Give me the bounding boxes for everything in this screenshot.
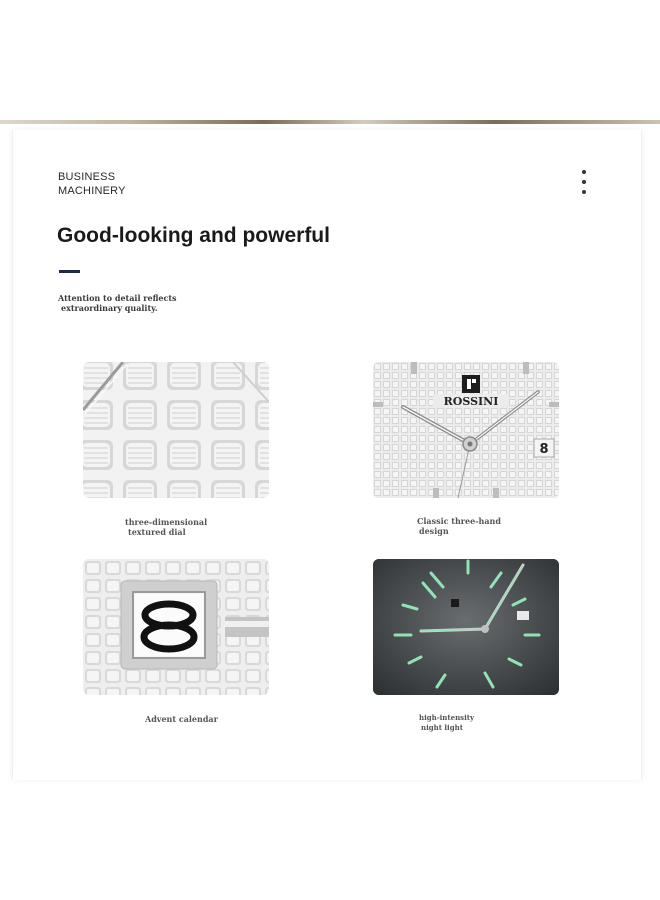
date-window-image xyxy=(83,559,269,695)
feature-caption-2-line-2: design xyxy=(419,526,449,536)
watch-brand-text: ROSSINI xyxy=(443,395,499,408)
feature-caption-4 xyxy=(419,713,474,733)
textured-dial-image xyxy=(83,362,269,498)
accent-divider xyxy=(59,270,80,273)
feature-caption-2-line-1: Classic three-hand xyxy=(417,516,501,526)
three-hand-dial-image xyxy=(373,362,559,498)
feature-caption-4-line-2: night light xyxy=(421,723,463,732)
feature-caption-4-line-1: high-intensity xyxy=(419,713,475,722)
eyebrow-label xyxy=(58,170,126,198)
rossini-logo-icon xyxy=(462,375,480,393)
feature-caption-1 xyxy=(125,517,207,537)
top-decorative-strip xyxy=(0,120,660,124)
feature-caption-3-line-1: Advent calendar xyxy=(145,714,218,724)
tagline-line-2: extraordinary quality. xyxy=(61,303,158,313)
page-title: Good-looking and powerful xyxy=(57,224,330,247)
tagline xyxy=(58,293,258,313)
date-window-text: 8 xyxy=(539,442,549,457)
night-light-image xyxy=(373,559,559,695)
feature-caption-2 xyxy=(417,516,501,536)
feature-caption-1-line-1: three-dimensional xyxy=(125,517,208,527)
feature-caption-1-line-2: textured dial xyxy=(128,527,186,537)
eyebrow-line-2: MACHINERY xyxy=(58,185,126,197)
more-vertical-icon[interactable] xyxy=(578,170,590,200)
feature-caption-3 xyxy=(145,714,218,724)
tagline-line-1: Attention to detail reflects xyxy=(58,293,177,303)
eyebrow-line-1: BUSINESS xyxy=(58,171,116,183)
